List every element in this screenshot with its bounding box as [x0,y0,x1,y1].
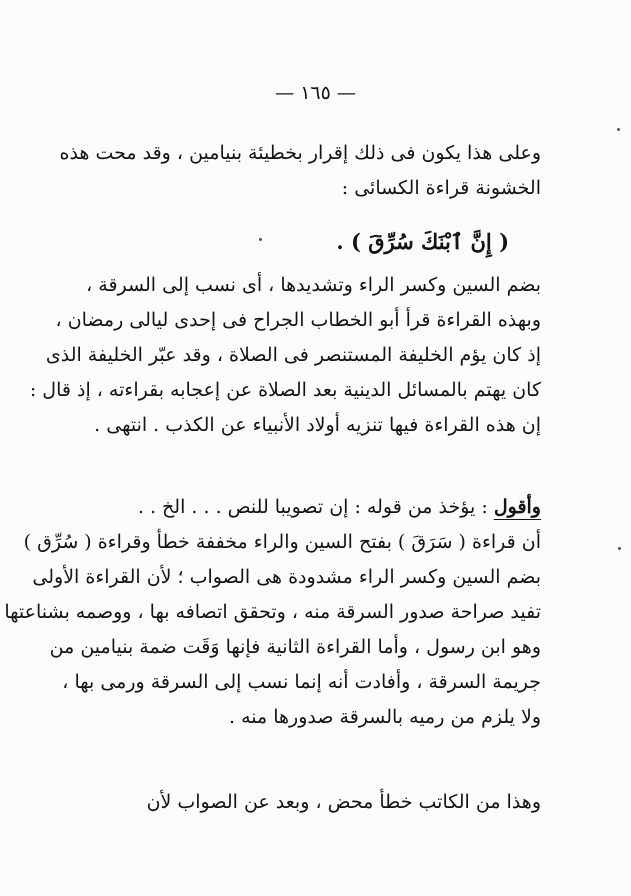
paragraph-3-first-line [96,490,541,525]
paragraph-3 [4,490,541,735]
paragraph-3-line: بضم السين وكسر الراء مشدودة هى الصواب ؛ لأن القراءة الأولى [32,566,541,588]
paragraph-4-line: وهذا من الكاتب خطأ محض ، وبعد عن الصواب لأن [146,791,541,813]
paragraph-2 [29,268,541,443]
paragraph-3-line: وهو ابن رسول ، وأما القراءة الثانية فإنها وَقَت ضمة بنيامين من [49,636,541,658]
paragraph-2-line: كان يهتم بالمسائل الدينية بعد الصلاة عن إعجابه بقراءته ، إذ قال : [29,379,541,401]
paragraph-1-line: وعلى هذا يكون فى ذلك إقرار بخطيئة بنيامين ، وقد محت هذه [59,142,541,164]
paragraph-1 [59,136,541,206]
paragraph-3-line: تفيد صراحة صدور السرقة منه ، وتحقق اتصافه بها ، ووصمه بشناعتها [4,601,541,623]
paragraph-2-line: وبهذه القراءة قرأ أبو الخطاب الجراح فى إحدى ليالى رمضان ، [55,309,541,331]
paragraph-3-line: جريمة السرقة ، وأفادت أنه إنما نسب إلى السرقة ورمى بها ، [62,671,541,693]
paragraph-3-line: أن قراءة ( سَرَقَ ) بفتح السين والراء مخففة خطأ وقراءة ( سُرِّق ) [23,531,541,553]
paragraph-2-line: بضم السين وكسر الراء وتشديدها ، أى نسب إلى السرقة ، [86,274,541,296]
scan-speck [259,238,262,241]
page-number: — ١٦٥ — [275,82,356,104]
paragraph-3-line: ولا يلزم من رميه بالسرقة صدورها منه . [229,706,541,728]
scan-speck [617,128,620,131]
paragraph-3-first-line-rest: : يؤخذ من قوله : إن تصويبا للنص . . . الخ . . [137,496,488,518]
paragraph-4 [96,785,541,820]
scan-speck [618,547,621,550]
paragraph-1-line: الخشونة قراءة الكسائى : [341,177,541,199]
paragraph-3-lead-word: وأقول [493,496,541,518]
paragraph-2-line: إذ كان يؤم الخليفة المستنصر فى الصلاة ، وقد عبّر الخليفة الذى [45,344,541,366]
paragraph-2-line: إن هذه القراءة فيها تنزيه أولاد الأنبياء عن الكذب . انتهى . [94,414,541,436]
quran-quote: ( إِنَّ ٱبْنَكَ سُرِّقَ ) . [336,229,509,254]
